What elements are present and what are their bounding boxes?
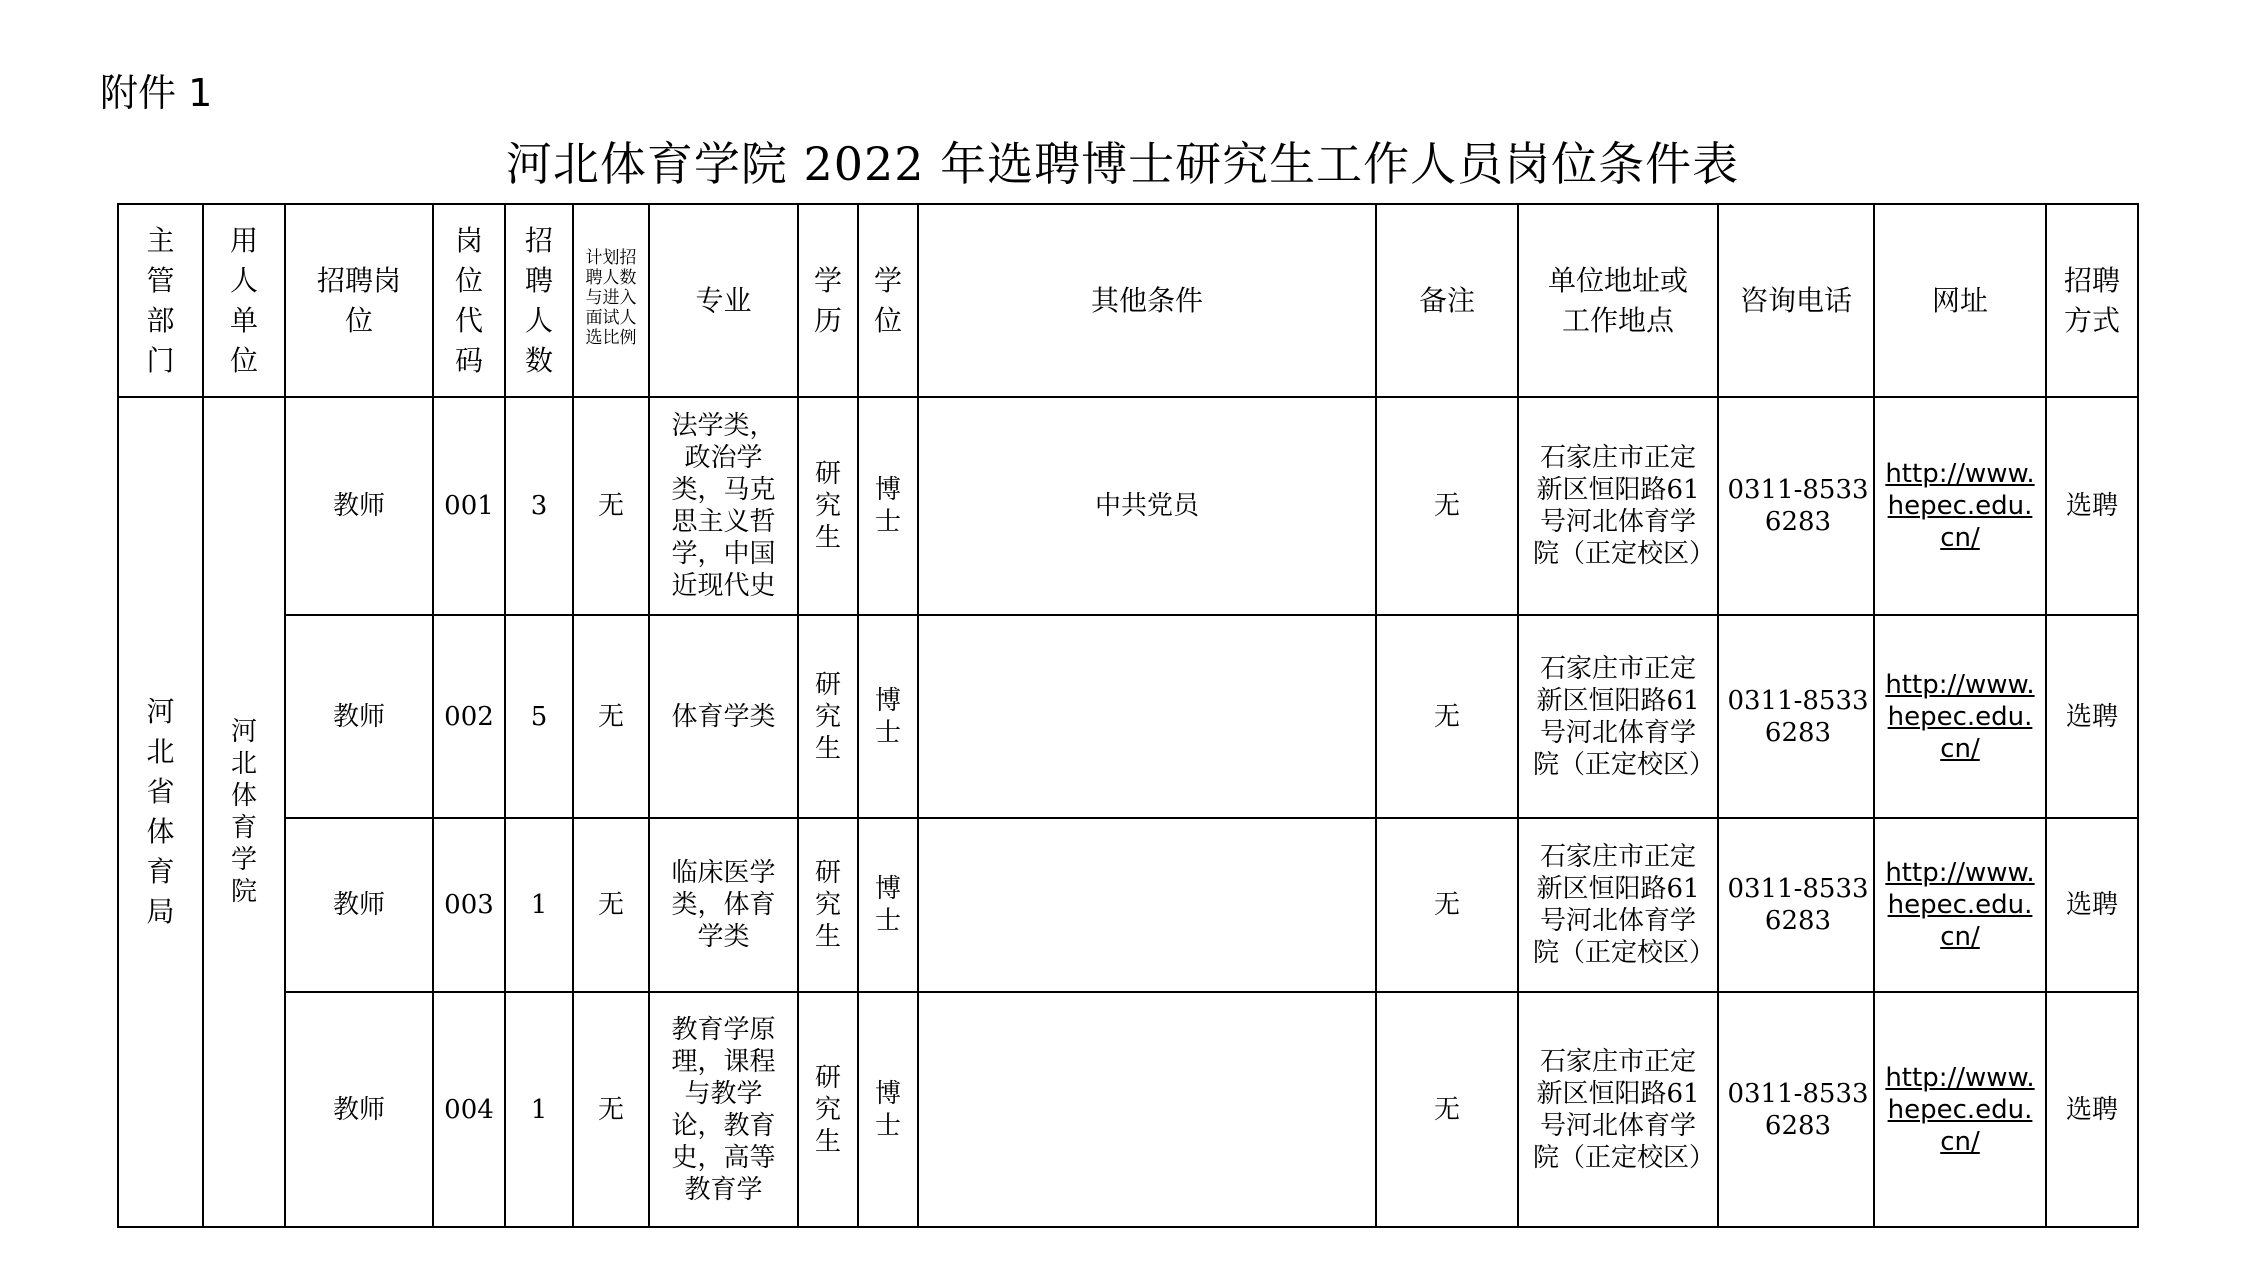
website-cell (1874, 992, 2046, 1227)
education-cell: 研究生 (798, 397, 858, 615)
website-link[interactable]: http://www.hepec.edu.cn/ (1885, 669, 2035, 764)
degree-cell: 博士 (858, 615, 918, 818)
position-cell: 教师 (285, 818, 433, 992)
website-cell (1874, 615, 2046, 818)
other-cell (918, 992, 1376, 1227)
major-cell: 教育学原理，课程与教学论，教育史，高等教育学 (649, 992, 798, 1227)
website-link[interactable]: http://www.hepec.edu.cn/ (1885, 1062, 2035, 1157)
address-cell: 石家庄市正定新区恒阳路61 号河北体育学院（正定校区） (1518, 397, 1718, 615)
degree-cell: 博士 (858, 818, 918, 992)
degree-cell: 博士 (858, 992, 918, 1227)
website-cell (1874, 397, 2046, 615)
code-cell: 003 (433, 818, 505, 992)
header-address: 单位地址或工作地点 (1518, 204, 1718, 397)
address-cell: 石家庄市正定新区恒阳路61 号河北体育学院（正定校区） (1518, 615, 1718, 818)
count-cell: 1 (505, 992, 573, 1227)
position-cell: 教师 (285, 397, 433, 615)
table-row (118, 992, 2138, 1227)
major-cell: 临床医学类，体育学类 (649, 818, 798, 992)
method-cell: 选聘 (2046, 397, 2138, 615)
page-title: 河北体育学院 2022 年选聘博士研究生工作人员岗位条件表 (505, 137, 1740, 191)
table-row (118, 397, 2138, 615)
remarks-cell: 无 (1376, 615, 1518, 818)
count-cell: 3 (505, 397, 573, 615)
header-ratio: 计划招聘人数与进入面试人选比例 (573, 204, 649, 397)
code-cell: 001 (433, 397, 505, 615)
table-row (118, 818, 2138, 992)
header-position: 招聘岗位 (285, 204, 433, 397)
remarks-cell: 无 (1376, 818, 1518, 992)
address-cell: 石家庄市正定新区恒阳路61 号河北体育学院（正定校区） (1518, 992, 1718, 1227)
education-cell: 研究生 (798, 818, 858, 992)
annex-label: 附件 1 (100, 71, 213, 115)
other-cell: 中共党员 (918, 397, 1376, 615)
phone-cell: 0311-85336283 (1718, 992, 1874, 1227)
phone-cell: 0311-85336283 (1718, 615, 1874, 818)
header-other: 其他条件 (918, 204, 1376, 397)
dept-cell: 河北省体育局 (118, 397, 203, 1227)
other-cell (918, 818, 1376, 992)
header-degree: 学位 (858, 204, 918, 397)
header-dept: 主管部门 (118, 204, 203, 397)
website-link[interactable]: http://www.hepec.edu.cn/ (1885, 858, 2035, 952)
header-code: 岗位代码 (433, 204, 505, 397)
education-cell: 研究生 (798, 992, 858, 1227)
method-cell: 选聘 (2046, 992, 2138, 1227)
header-count: 招聘人数 (505, 204, 573, 397)
major-cell: 体育学类 (649, 615, 798, 818)
education-cell: 研究生 (798, 615, 858, 818)
header-major: 专业 (649, 204, 798, 397)
table-row (118, 615, 2138, 818)
degree-cell: 博士 (858, 397, 918, 615)
address-cell: 石家庄市正定新区恒阳路61 号河北体育学院（正定校区） (1518, 818, 1718, 992)
positions-table (117, 203, 2139, 1228)
ratio-cell: 无 (573, 992, 649, 1227)
ratio-cell: 无 (573, 818, 649, 992)
header-education: 学历 (798, 204, 858, 397)
header-employer: 用人单位 (203, 204, 285, 397)
ratio-cell: 无 (573, 615, 649, 818)
header-phone: 咨询电话 (1718, 204, 1874, 397)
website-cell (1874, 818, 2046, 992)
count-cell: 5 (505, 615, 573, 818)
code-cell: 004 (433, 992, 505, 1227)
header-remarks: 备注 (1376, 204, 1518, 397)
website-link[interactable]: http://www.hepec.edu.cn/ (1885, 459, 2035, 553)
ratio-cell: 无 (573, 397, 649, 615)
remarks-cell: 无 (1376, 397, 1518, 615)
phone-cell: 0311-85336283 (1718, 397, 1874, 615)
header-website: 网址 (1874, 204, 2046, 397)
other-cell (918, 615, 1376, 818)
position-cell: 教师 (285, 992, 433, 1227)
method-cell: 选聘 (2046, 818, 2138, 992)
header-row (118, 204, 2138, 397)
position-cell: 教师 (285, 615, 433, 818)
remarks-cell: 无 (1376, 992, 1518, 1227)
header-method: 招聘方式 (2046, 204, 2138, 397)
count-cell: 1 (505, 818, 573, 992)
method-cell: 选聘 (2046, 615, 2138, 818)
code-cell: 002 (433, 615, 505, 818)
major-cell: 法学类，政治学类，马克思主义哲学，中国近现代史 (649, 397, 798, 615)
phone-cell: 0311-85336283 (1718, 818, 1874, 992)
employer-cell: 河北体育学院 (203, 397, 285, 1227)
